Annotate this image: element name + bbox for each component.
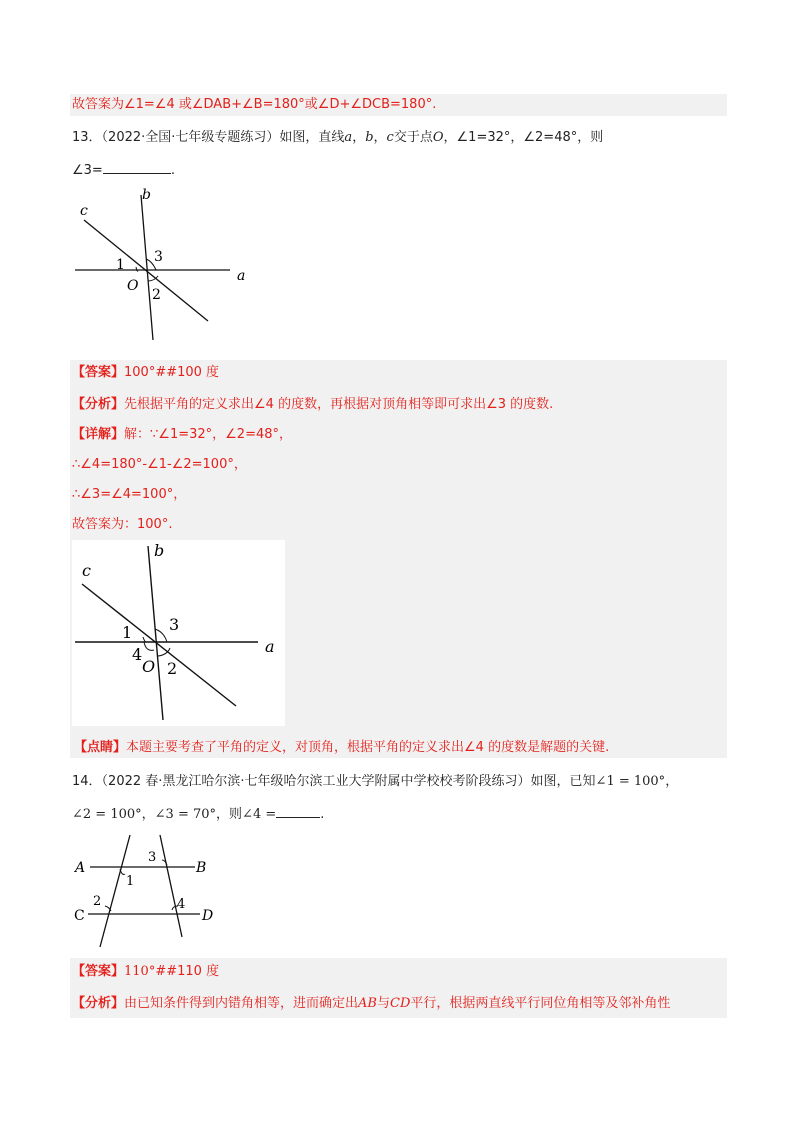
label-3: 3 xyxy=(169,615,180,634)
prev-answer-block xyxy=(70,94,727,116)
q13-figure xyxy=(70,185,270,345)
q13-stem-a: 如图，直线 xyxy=(279,130,345,145)
answer-tag: 【答案】 xyxy=(72,365,125,380)
prev-answer-text: 故答案为∠1=∠4 或∠DAB+∠B=180°或∠D+∠DCB=180°. xyxy=(72,97,437,112)
q13-stem-c: ，∠1=32°，∠2=48°，则 xyxy=(443,130,604,145)
detail-line: ∴∠3=∠4=100°， xyxy=(72,487,187,502)
label-3: 3 xyxy=(154,249,163,265)
q13-sep2: ， xyxy=(373,130,387,145)
answer-text: ##110 度 xyxy=(155,964,220,979)
label-2: 2 xyxy=(93,894,102,909)
q13-stem-line1 xyxy=(70,128,727,148)
label-o: O xyxy=(127,278,139,294)
answer-tag: 【答案】 xyxy=(72,964,125,979)
q13-stem-line2 xyxy=(70,160,727,181)
q14-stem-line1 xyxy=(70,772,727,792)
q14-answer xyxy=(70,962,727,982)
analysis-tag: 【分析】 xyxy=(72,996,125,1011)
comment-text: 本题主要考查了平角的定义，对顶角，根据平角的定义求出∠4 的度数是解题的关键. xyxy=(126,740,610,755)
analysis-text-b: 平行，根据两直线平行同位角相等及邻补角性 xyxy=(410,996,671,1011)
q14-solution xyxy=(70,958,727,1018)
label-C: C xyxy=(74,908,85,924)
detail-line: 解：∵∠1=32°，∠2=48°， xyxy=(124,427,293,442)
angle-arc-1 xyxy=(120,869,125,874)
angle-arc-3 xyxy=(162,860,167,865)
q14-ask: ∠4 = xyxy=(242,807,277,822)
label-3: 3 xyxy=(148,850,157,865)
label-o: O xyxy=(142,657,156,676)
analysis-tag: 【分析】 xyxy=(72,397,125,412)
q14-stem-line2 xyxy=(70,804,727,825)
comment-tag: 【点睛】 xyxy=(74,740,127,755)
q13-end: . xyxy=(170,163,175,178)
q14-given-1: ∠1 = 100° xyxy=(595,774,666,789)
analysis-mid: 与 xyxy=(376,996,390,1011)
label-A: A xyxy=(75,860,86,876)
label-c: c xyxy=(82,561,91,580)
q14-given-2: ∠2 = 100° xyxy=(72,807,142,822)
q13-var-c: c xyxy=(386,130,394,145)
line-c xyxy=(82,584,236,706)
label-4: 4 xyxy=(132,645,143,664)
var-ab: AB xyxy=(358,996,377,1011)
label-b: b xyxy=(142,187,151,203)
detail-line: 故答案为：100°. xyxy=(72,517,173,532)
label-1: 1 xyxy=(122,623,133,642)
label-1: 1 xyxy=(116,257,125,273)
q14-stem-b: ，则 xyxy=(216,807,243,822)
q14-figure xyxy=(70,832,230,952)
q14-end: . xyxy=(320,807,325,822)
label-1: 1 xyxy=(126,874,135,889)
detail-tag: 【详解】 xyxy=(72,427,125,442)
label-a: a xyxy=(265,637,275,656)
detail-line: ∴∠4=180°-∠1-∠2=100°， xyxy=(72,457,247,472)
analysis-text: 先根据平角的定义求出∠4 的度数，再根据对顶角相等即可求出∠3 的度数. xyxy=(124,397,554,412)
label-D: D xyxy=(202,908,214,924)
q13-analysis xyxy=(70,395,727,415)
q13-var-a: a xyxy=(344,130,353,145)
q13-var-b: b xyxy=(365,130,374,145)
q14-number: 14． xyxy=(72,774,102,789)
answer-text: 100°##100 度 xyxy=(124,365,220,380)
question-13 xyxy=(70,128,727,181)
label-c: c xyxy=(80,203,88,219)
q13-stem-b: 交于点 xyxy=(393,130,433,145)
label-2: 2 xyxy=(167,659,178,678)
q13-number: 13． xyxy=(72,130,102,145)
analysis-text-a: 由已知条件得到内错角相等，进而确定出 xyxy=(124,996,359,1011)
var-cd: CD xyxy=(390,996,411,1011)
angle-arc-4 xyxy=(144,642,154,650)
q13-ask: ∠3= xyxy=(72,163,103,178)
q14-analysis xyxy=(70,994,727,1014)
q14-stem-a: 如图，已知 xyxy=(530,774,596,789)
answer-blank xyxy=(276,804,320,818)
answer-blank xyxy=(103,160,171,174)
q13-answer xyxy=(70,363,727,383)
question-14 xyxy=(70,772,727,825)
q13-sep1: ， xyxy=(352,130,366,145)
line-b xyxy=(148,546,163,720)
label-b: b xyxy=(154,541,165,560)
q14-given-3: ∠3 = 70° xyxy=(154,807,217,822)
label-4: 4 xyxy=(177,897,186,912)
label-B: B xyxy=(196,860,207,876)
q13-detail xyxy=(70,425,727,445)
q13-var-o: O xyxy=(432,130,444,145)
label-2: 2 xyxy=(152,287,161,303)
label-a: a xyxy=(237,268,246,284)
q14-sep2: ， xyxy=(141,807,155,822)
answer-value: 110° xyxy=(124,964,156,979)
transversal-left xyxy=(100,835,130,947)
q13-comment xyxy=(72,738,609,758)
transversal-right xyxy=(160,835,182,937)
q14-sep1: ， xyxy=(665,774,679,789)
q13-solution-figure xyxy=(72,540,285,726)
q14-source: （2022 春·黑龙江哈尔滨·七年级哈尔滨工业大学附属中学校校考阶段练习） xyxy=(101,774,531,789)
q13-source: （2022·全国·七年级专题练习） xyxy=(101,130,280,145)
